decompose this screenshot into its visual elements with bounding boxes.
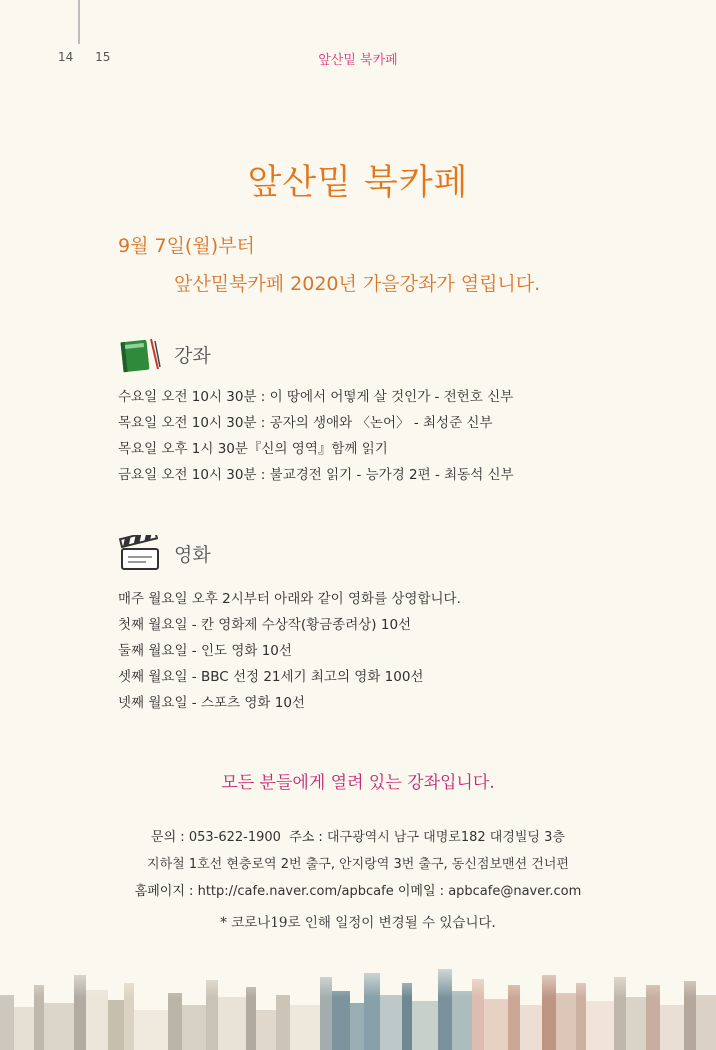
- address-label: 주소 :: [289, 830, 323, 845]
- movie-item: 매주 월요일 오후 2시부터 아래와 같이 영화를 상영합니다.: [118, 591, 461, 607]
- lecture-list: [118, 384, 514, 488]
- movie-heading-label: 영화: [174, 543, 211, 566]
- email-label: 이메일 :: [397, 884, 445, 899]
- lecture-section-heading: [118, 335, 211, 373]
- page-title: 앞산밑 북카페: [247, 163, 469, 203]
- movie-list: [118, 586, 461, 716]
- email-link[interactable]: apbcafe@naver.com: [448, 884, 582, 899]
- clapperboard-icon: [118, 535, 162, 571]
- homepage-label: 홈페이지 :: [134, 884, 194, 899]
- announcement: 앞산밑북카페 2020년 가을강좌가 열립니다.: [174, 273, 541, 295]
- running-header: 앞산밑 북카페: [318, 53, 398, 68]
- address: 대구광역시 남구 대명로182 대경빌딩 3층: [326, 830, 565, 845]
- movie-section-heading: [118, 535, 211, 571]
- movie-item: 넷째 월요일 - 스포츠 영화 10선: [118, 695, 305, 711]
- movie-item: 둘째 월요일 - 인도 영화 10선: [118, 643, 292, 659]
- phone-number: 053-622-1900: [188, 830, 281, 845]
- movie-item: 첫째 월요일 - 칸 영화제 수상작(황금종려상) 10선: [118, 617, 412, 633]
- lecture-item: 목요일 오전 10시 30분 : 공자의 생애와 〈논어〉 - 최성준 신부: [118, 415, 493, 431]
- open-notice: 모든 분들에게 열려 있는 강좌입니다.: [221, 773, 495, 793]
- start-date: 9월 7일(월)부터: [118, 235, 255, 257]
- contact-info: [0, 824, 716, 905]
- book-icon: [118, 335, 162, 373]
- directions: 지하철 1호선 현충로역 2번 출구, 안지랑역 3번 출구, 동신점보맨션 건너편: [147, 857, 569, 872]
- page-gutter-line: [78, 0, 80, 44]
- lecture-item: 수요일 오전 10시 30분 : 이 땅에서 어떻게 살 것인가 - 전헌호 신부: [118, 389, 514, 405]
- phone-label: 문의 :: [151, 830, 185, 845]
- movie-item: 셋째 월요일 - BBC 선정 21세기 최고의 영화 100선: [118, 669, 424, 685]
- contact-line-web: [0, 878, 716, 905]
- lecture-item: 금요일 오전 10시 30분 : 불교경전 읽기 - 능가경 2편 - 최동석 신부: [118, 467, 514, 483]
- page-number-left: 14: [58, 50, 74, 64]
- homepage-link[interactable]: http://cafe.naver.com/apbcafe: [197, 884, 394, 899]
- page-number-right: 15: [95, 50, 111, 64]
- footnote: * 코로나19로 인해 일정이 변경될 수 있습니다.: [220, 915, 496, 931]
- lecture-item: 목요일 오후 1시 30분『신의 영역』함께 읽기: [118, 441, 388, 457]
- bookshelf-illustration: [0, 955, 716, 1050]
- contact-line-phone-address: [0, 824, 716, 851]
- lecture-heading-label: 강좌: [174, 344, 211, 367]
